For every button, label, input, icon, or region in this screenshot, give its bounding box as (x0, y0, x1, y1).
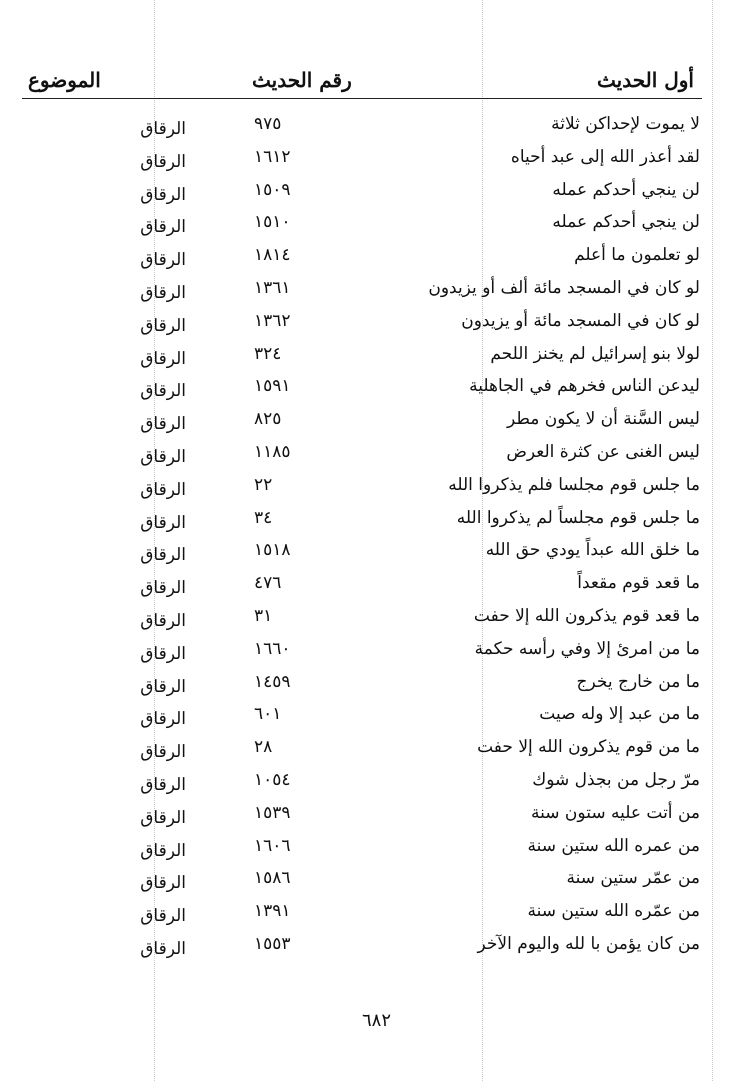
hadith-topic: الرقاق (140, 250, 186, 271)
hadith-topic: الرقاق (140, 414, 186, 435)
hadith-topic: الرقاق (140, 282, 186, 303)
table-row (22, 896, 702, 929)
hadith-number: ١٠٥٤ (254, 769, 291, 790)
hadith-topic: الرقاق (140, 643, 186, 664)
page-number: ٦٨٢ (361, 1010, 391, 1031)
hadith-topic: الرقاق (140, 840, 186, 861)
hadith-number: ١٣٩١ (254, 901, 291, 922)
hadith-topic: الرقاق (140, 119, 186, 139)
hadith-first-words: ليس السَّنة أن لا يكون مطر (506, 409, 700, 430)
hadith-first-words: لو كان في المسجد مائة أو يزيدون (461, 310, 700, 331)
table-row (22, 371, 702, 404)
hadith-topic: الرقاق (140, 151, 186, 172)
hadith-number: ١٥١٠ (254, 212, 291, 233)
table-row (22, 437, 702, 470)
table-row (22, 667, 702, 700)
table-row (22, 634, 702, 667)
hadith-number: ١٦١٢ (254, 146, 291, 167)
hadith-topic: الرقاق (140, 545, 186, 566)
hadith-first-words: لولا بنو إسرائيل لم يخنز اللحم (490, 343, 700, 364)
hadith-first-words: لو كان في المسجد مائة ألف أو يزيدون (428, 277, 700, 298)
hadith-topic: الرقاق (140, 479, 186, 500)
table-row (22, 765, 702, 798)
hadith-number: ١٦٠٦ (254, 835, 291, 856)
hadith-topic: الرقاق (140, 807, 186, 828)
hadith-number: ١٥٥٣ (254, 933, 291, 954)
hadith-topic: الرقاق (140, 938, 186, 959)
hadith-number: ١٥٩١ (254, 376, 291, 397)
hadith-number: ١٥٣٩ (254, 802, 291, 823)
hadith-topic: الرقاق (140, 446, 186, 467)
hadith-number: ٣١ (254, 605, 273, 626)
hadith-topic: الرقاق (140, 610, 186, 631)
hadith-topic: الرقاق (140, 906, 186, 927)
table-row (22, 863, 702, 896)
hadith-topic: الرقاق (140, 709, 186, 730)
index-page (22, 62, 702, 962)
hadith-topic: الرقاق (140, 774, 186, 795)
hadith-number: ١٣٦٢ (254, 310, 291, 331)
table-row (22, 568, 702, 601)
table-row (22, 732, 702, 765)
table-row (22, 699, 702, 732)
hadith-first-words: ما من عبد إلا وله صيت (539, 704, 700, 725)
hadith-first-words: لو تعلمون ما أعلم (574, 245, 700, 266)
hadith-number: ٨٢٥ (254, 409, 282, 430)
hadith-number: ١٣٦١ (254, 277, 291, 298)
hadith-first-words: ما قعد قوم مقعداً (577, 573, 700, 594)
table-row (22, 503, 702, 536)
index-rows (22, 109, 702, 962)
hadith-topic: الرقاق (140, 578, 186, 599)
hadith-first-words: ليدعن الناس فخرهم في الجاهلية (469, 376, 700, 397)
hadith-first-words: ما من قوم يذكرون الله إلا حفت (477, 737, 700, 758)
hadith-topic: الرقاق (140, 315, 186, 336)
table-row (22, 142, 702, 175)
hadith-first-words: من عمّره الله ستين سنة (527, 901, 700, 922)
table-row (22, 831, 702, 864)
hadith-topic: الرقاق (140, 348, 186, 369)
hadith-first-words: لا يموت لإحداكن ثلاثة (551, 114, 700, 134)
hadith-first-words: ما من امرئ إلا وفي رأسه حكمة (474, 638, 700, 659)
hadith-number: ٩٧٥ (254, 114, 282, 134)
hadith-first-words: من عمّر ستين سنة (566, 868, 700, 889)
hadith-topic: الرقاق (140, 742, 186, 763)
header-first-words: أول الحديث (597, 68, 694, 92)
hadith-number: ٣٢٤ (254, 343, 282, 364)
hadith-topic: الرقاق (140, 873, 186, 894)
hadith-first-words: لن ينجي أحدكم عمله (552, 212, 700, 233)
table-row (22, 798, 702, 831)
hadith-first-words: من كان يؤمن با لله واليوم الآخر (477, 933, 700, 954)
hadith-topic: الرقاق (140, 676, 186, 697)
hadith-first-words: مرّ رجل من بجذل شوك (532, 769, 700, 790)
header-topic: الموضوع (28, 68, 101, 92)
hadith-first-words: ما جلس قوم مجلسا فلم يذكروا الله (448, 474, 700, 495)
hadith-first-words: لن ينجي أحدكم عمله (552, 179, 700, 200)
hadith-number: ١٥٨٦ (254, 868, 291, 889)
hadith-number: ٢٨ (254, 737, 273, 758)
header-hadith-number: رقم الحديث (252, 68, 352, 92)
table-row (22, 601, 702, 634)
hadith-first-words: من عمره الله ستين سنة (527, 835, 700, 856)
table-row (22, 306, 702, 339)
table-row (22, 240, 702, 273)
table-row (22, 470, 702, 503)
hadith-topic: الرقاق (140, 184, 186, 205)
table-row (22, 109, 702, 142)
hadith-number: ١٥٠٩ (254, 179, 291, 200)
table-row (22, 339, 702, 372)
table-header (22, 62, 702, 99)
hadith-first-words: لقد أعذر الله إلى عبد أحياه (510, 146, 700, 167)
hadith-first-words: ما من خارج يخرج (576, 671, 700, 692)
hadith-number: ١٤٥٩ (254, 671, 291, 692)
hadith-first-words: ما خلق الله عبداً يودي حق الله (485, 540, 700, 561)
hadith-first-words: ليس الغنى عن كثرة العرض (506, 441, 700, 462)
hadith-number: ٦٠١ (254, 704, 282, 725)
table-row (22, 929, 702, 962)
hadith-topic: الرقاق (140, 381, 186, 402)
hadith-number: ١٥١٨ (254, 540, 291, 561)
table-row (22, 207, 702, 240)
hadith-number: ١٨١٤ (254, 245, 291, 266)
hadith-topic: الرقاق (140, 512, 186, 533)
hadith-number: ٢٢ (254, 474, 273, 495)
hadith-first-words: ما قعد قوم يذكرون الله إلا حفت (473, 605, 700, 626)
hadith-first-words: ما جلس قوم مجلساً لم يذكروا الله (456, 507, 700, 528)
hadith-number: ١٦٦٠ (254, 638, 291, 659)
guide-line-right (712, 0, 713, 1081)
hadith-number: ٣٤ (254, 507, 273, 528)
hadith-number: ٤٧٦ (254, 573, 282, 594)
table-row (22, 404, 702, 437)
hadith-topic: الرقاق (140, 217, 186, 238)
hadith-first-words: من أتت عليه ستون سنة (531, 802, 700, 823)
table-row (22, 175, 702, 208)
table-row (22, 535, 702, 568)
table-row (22, 273, 702, 306)
hadith-number: ١١٨٥ (254, 441, 291, 462)
